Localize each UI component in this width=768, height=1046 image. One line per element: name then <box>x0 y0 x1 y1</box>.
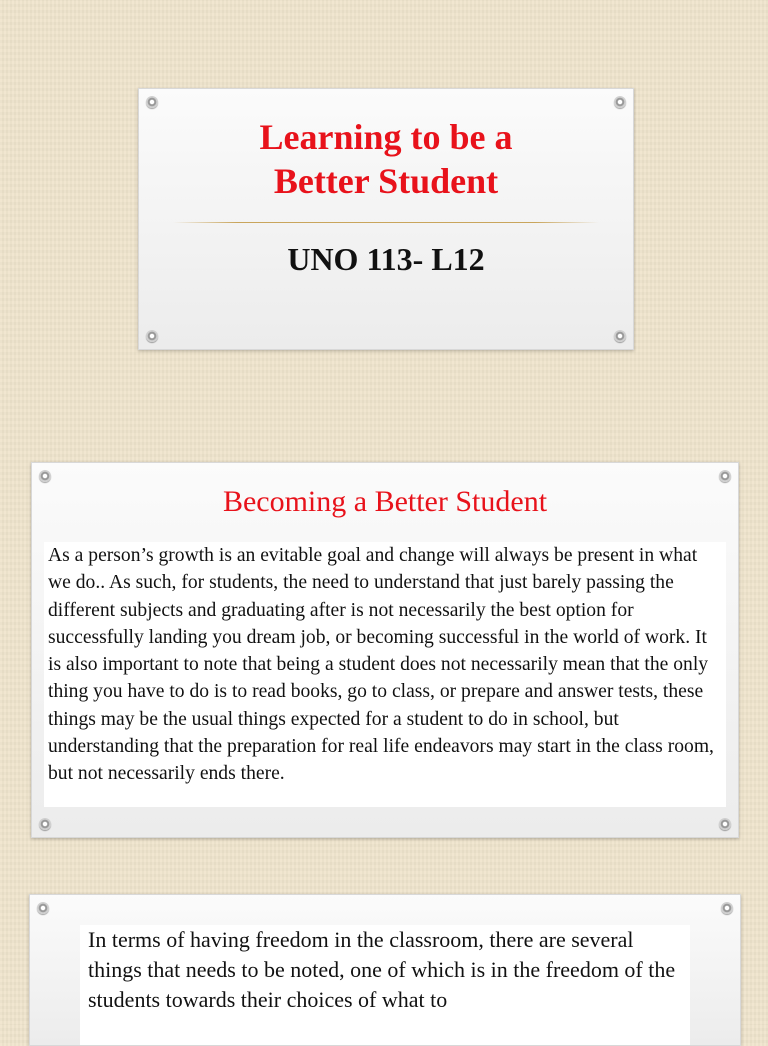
content-slide <box>31 462 739 838</box>
pin-icon <box>614 330 626 342</box>
pin-icon <box>146 96 158 108</box>
title-slide <box>138 88 634 350</box>
pin-icon <box>39 818 51 830</box>
course-code: UNO 113- L12 <box>287 241 485 277</box>
slide-body-text: In terms of having freedom in the classroom, there are several things that needs to be noted, one of which is in the freedom of the students towards their choices of what to <box>80 925 690 1045</box>
slide-body-text: As a person’s growth is an evitable goal and change will always be present in what we do.. As such, for students, the need to understand that just barely passing the different subjects and graduating after is not necessarily the best option for successfully landing you dream job, or becoming successful in the world of work. It is also important to note that being a student does not necessarily mean that the only thing you have to do is to read books, go to class, or prepare and answer tests, these things may be the usual things expected for a student to do in school, but understanding that the preparation for real life endeavors may start in the class room, but not necessarily ends there. <box>44 542 726 807</box>
pin-icon <box>721 902 733 914</box>
slide-heading: Becoming a Better Student <box>222 485 548 518</box>
slide-title-line-2: Better Student <box>273 161 499 201</box>
slide-title-line-1: Learning to be a <box>259 117 513 157</box>
slide-title <box>139 115 633 203</box>
pin-icon <box>37 902 49 914</box>
pin-icon <box>719 818 731 830</box>
pin-icon <box>39 470 51 482</box>
pin-icon <box>614 96 626 108</box>
content-slide <box>29 894 741 1046</box>
pin-icon <box>146 330 158 342</box>
divider <box>173 222 599 223</box>
pin-icon <box>719 470 731 482</box>
